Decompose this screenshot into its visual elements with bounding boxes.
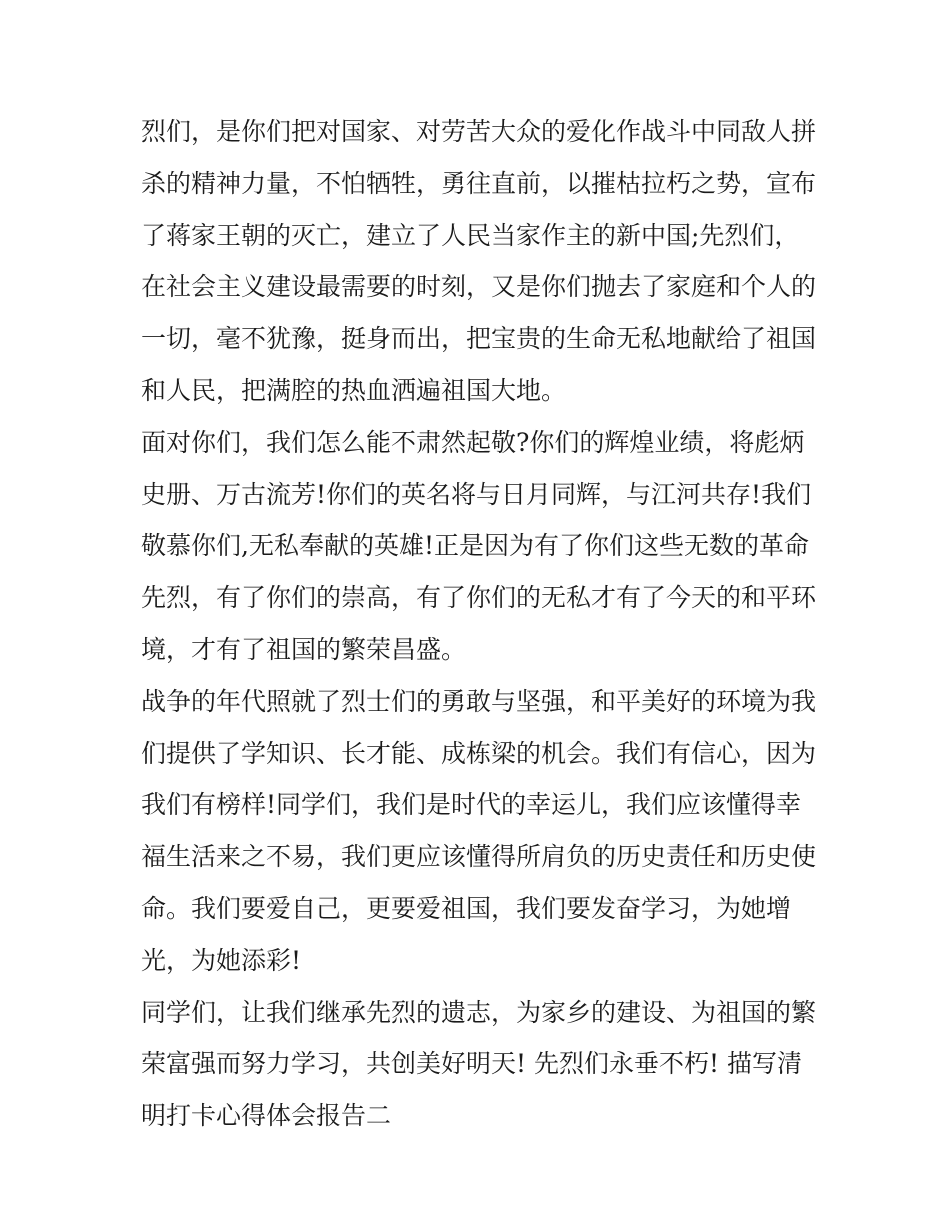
text-line: 命。我们要爱自己，更要爱祖国，我们要发奋学习，为她增 <box>141 893 792 923</box>
text-line: 福生活来之不易，我们更应该懂得所肩负的历史责任和历史使 <box>141 842 817 872</box>
body-text <box>141 106 821 1142</box>
text-line: 在社会主义建设最需要的时刻，又是你们抛去了家庭和个人的 <box>141 272 817 302</box>
text-line: 战争的年代照就了烈士们的勇敢与坚强，和平美好的环境为我 <box>141 686 817 716</box>
text-line: 敬慕你们,无私奉献的英雄!正是因为有了你们这些无数的革命 <box>141 531 809 561</box>
text-line: 面对你们，我们怎么能不肃然起敬?你们的辉煌业绩，将彪炳 <box>141 427 805 457</box>
text-line: 和人民，把满腔的热血洒遍祖国大地。 <box>141 375 567 405</box>
text-line: 杀的精神力量，不怕牺牲，勇往直前，以摧枯拉朽之势，宣布 <box>141 168 817 198</box>
text-line: 光，为她添彩! <box>141 945 302 975</box>
text-line: 明打卡心得体会报告二 <box>141 1101 392 1131</box>
text-line: 先烈，有了你们的崇高，有了你们的无私才有了今天的和平环 <box>141 583 817 613</box>
text-line: 荣富强而努力学习，共创美好明天! 先烈们永垂不朽! 描写清 <box>141 1049 802 1079</box>
text-line: 我们有榜样!同学们，我们是时代的幸运儿，我们应该懂得幸 <box>141 790 802 820</box>
text-line: 境，才有了祖国的繁荣昌盛。 <box>141 634 467 664</box>
text-line: 一切，毫不犹豫，挺身而出，把宝贵的生命无私地献给了祖国 <box>141 324 817 354</box>
text-line: 了蒋家王朝的灭亡，建立了人民当家作主的新中国;先烈们， <box>141 220 800 250</box>
text-line: 们提供了学知识、长才能、成栋梁的机会。我们有信心，因为 <box>141 738 817 768</box>
text-line: 烈们，是你们把对国家、对劳苦大众的爱化作战斗中同敌人拼 <box>141 117 817 146</box>
text-line: 史册、万古流芳!你们的英名将与日月同辉，与江河共存!我们 <box>141 479 812 509</box>
text-line: 同学们，让我们继承先烈的遗志，为家乡的建设、为祖国的繁 <box>141 997 817 1027</box>
